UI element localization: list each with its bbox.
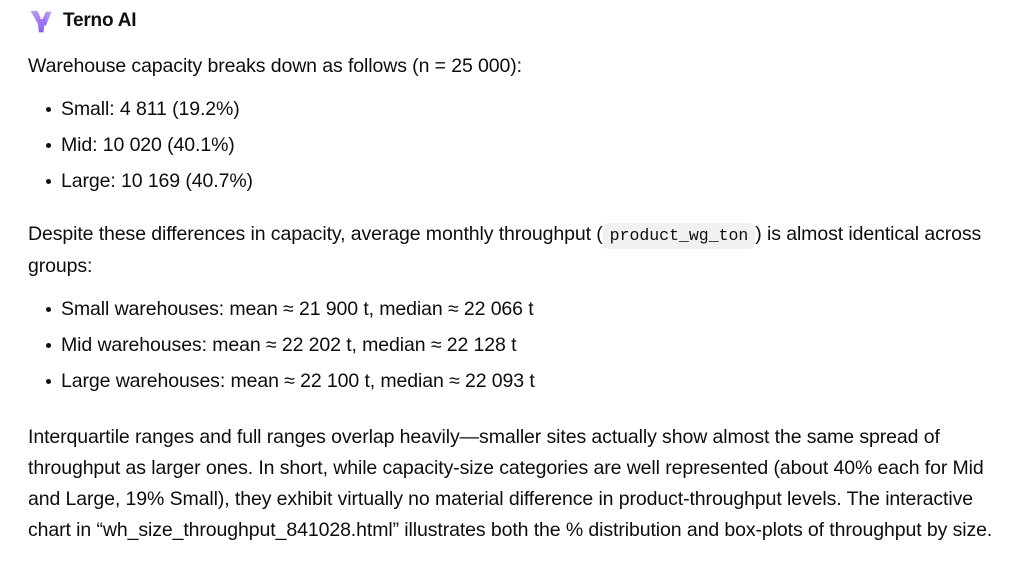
intro-paragraph: Warehouse capacity breaks down as follows (n = 25 000): xyxy=(28,55,522,77)
message-body xyxy=(0,51,1024,546)
terno-trefoil-logo-icon xyxy=(28,8,54,34)
list-item: Mid warehouses: mean ≈ 22 202 t, median ≈ 22 128 t xyxy=(61,327,1008,363)
list-item: Small: 4 811 (19.2%) xyxy=(61,91,1008,127)
brand-name-label: Terno AI xyxy=(63,10,137,31)
list-item: Mid: 10 020 (40.1%) xyxy=(61,127,1008,163)
inline-code-chip: product_wg_ton xyxy=(603,223,756,249)
closing-paragraph: Interquartile ranges and full ranges overlap heavily—smaller sites actually show almost the same spread of throughput as larger ones. In short, while capacity-size categories are well represented (about 40% each for Mid and Large, 19% Small), they exhibit virtually no material difference in product-throughput levels. The interactive chart in “wh_size_throughput_841028.html” illustrates both the % distribution and box-plots of throughput by size. xyxy=(28,426,993,541)
paragraph-text-before-code: Despite these differences in capacity, average monthly throughput ( xyxy=(28,223,603,245)
list-item: Large warehouses: mean ≈ 22 100 t, median ≈ 22 093 t xyxy=(61,363,1008,399)
capacity-breakdown-list xyxy=(28,91,1008,199)
throughput-stats-list xyxy=(28,291,1008,399)
assistant-brand-header xyxy=(0,0,1024,34)
paragraph-text-after-code: ) is almost identical across groups: xyxy=(28,223,982,277)
list-item: Small warehouses: mean ≈ 21 900 t, median ≈ 22 066 t xyxy=(61,291,1008,327)
list-item: Large: 10 169 (40.7%) xyxy=(61,163,1008,199)
throughput-intro-paragraph xyxy=(28,219,1008,282)
